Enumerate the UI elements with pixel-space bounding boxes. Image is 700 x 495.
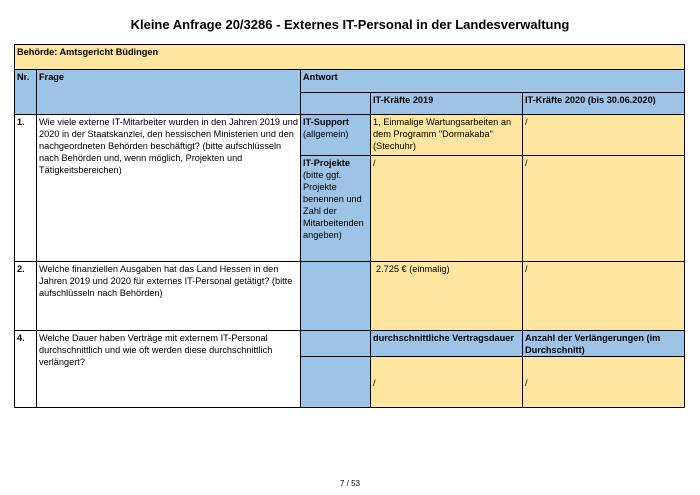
row-4-label-bottom <box>300 356 371 408</box>
row-4-nr: 4. <box>14 330 37 408</box>
row-1-projects-2019: / <box>370 155 523 262</box>
row-1-projects-label <box>300 155 371 262</box>
row-1-support-2019: 1, Einmalige Wartungsarbeiten an dem Programm "Dormakaba" (Stechuhr) <box>370 114 523 156</box>
row-2-question: Welche finanziellen Ausgaben hat das Land Hessen in den Jahren 2019 und 2020 für externes IT-Personal getätigt? (bitte aufschlüsseln nach Behörden) <box>36 261 301 331</box>
row-1-support-2020: / <box>522 114 685 156</box>
row-2-nr: 2. <box>14 261 37 331</box>
row-4-duration-value: / <box>370 356 523 408</box>
row-1-projects-2020: / <box>522 155 685 262</box>
row-4-question: Welche Dauer haben Verträge mit externem IT-Personal durchschnittlich und wie oft werden diese durchschnittlich verlängert? <box>36 330 301 408</box>
header-nr: Nr. <box>14 69 37 115</box>
row-1-support-label <box>300 114 371 156</box>
row-1-nr: 1. <box>14 114 37 262</box>
support-label-rest: (allgemein) <box>303 129 349 139</box>
support-label-bold: IT-Support <box>303 117 349 127</box>
row-2-2019: 2.725 € (einmalig) <box>370 261 523 331</box>
header-antwort-spacer <box>300 92 371 115</box>
projects-label-rest: (bitte ggf. Projekte benennen und Zahl der Mitarbeitenden angeben) <box>303 170 364 240</box>
row-4-renewals-value: / <box>522 356 685 408</box>
authority-header: Behörde: Amtsgericht Büdingen <box>14 44 685 70</box>
row-2-label <box>300 261 371 331</box>
row-4-label-top <box>300 330 371 357</box>
header-2019: IT-Kräfte 2019 <box>370 92 523 115</box>
page-title: Kleine Anfrage 20/3286 - Externes IT-Personal in der Landesverwaltung <box>130 17 570 32</box>
projects-label-bold: IT-Projekte <box>303 158 350 168</box>
header-frage: Frage <box>36 69 301 115</box>
page-number: 7 / 53 <box>339 479 360 488</box>
row-4-header-renewals: Anzahl der Verlängerungen (im Durchschnitt) <box>522 330 685 357</box>
row-1-question: Wie viele externe IT-Mitarbeiter wurden in den Jahren 2019 und 2020 in der Staatskanzlei, den hessischen Ministerien und den nachgeordneten Behörden beschäftigt? (bitte aufschlüsseln nach Behörden und, wenn möglich, Projekten und Tätigkeitsbereichen) <box>36 114 301 262</box>
header-2020: IT-Kräfte 2020 (bis 30.06.2020) <box>522 92 685 115</box>
row-4-header-duration: durchschnittliche Vertragsdauer <box>370 330 523 357</box>
header-antwort: Antwort <box>300 69 685 93</box>
row-2-2020: / <box>522 261 685 331</box>
